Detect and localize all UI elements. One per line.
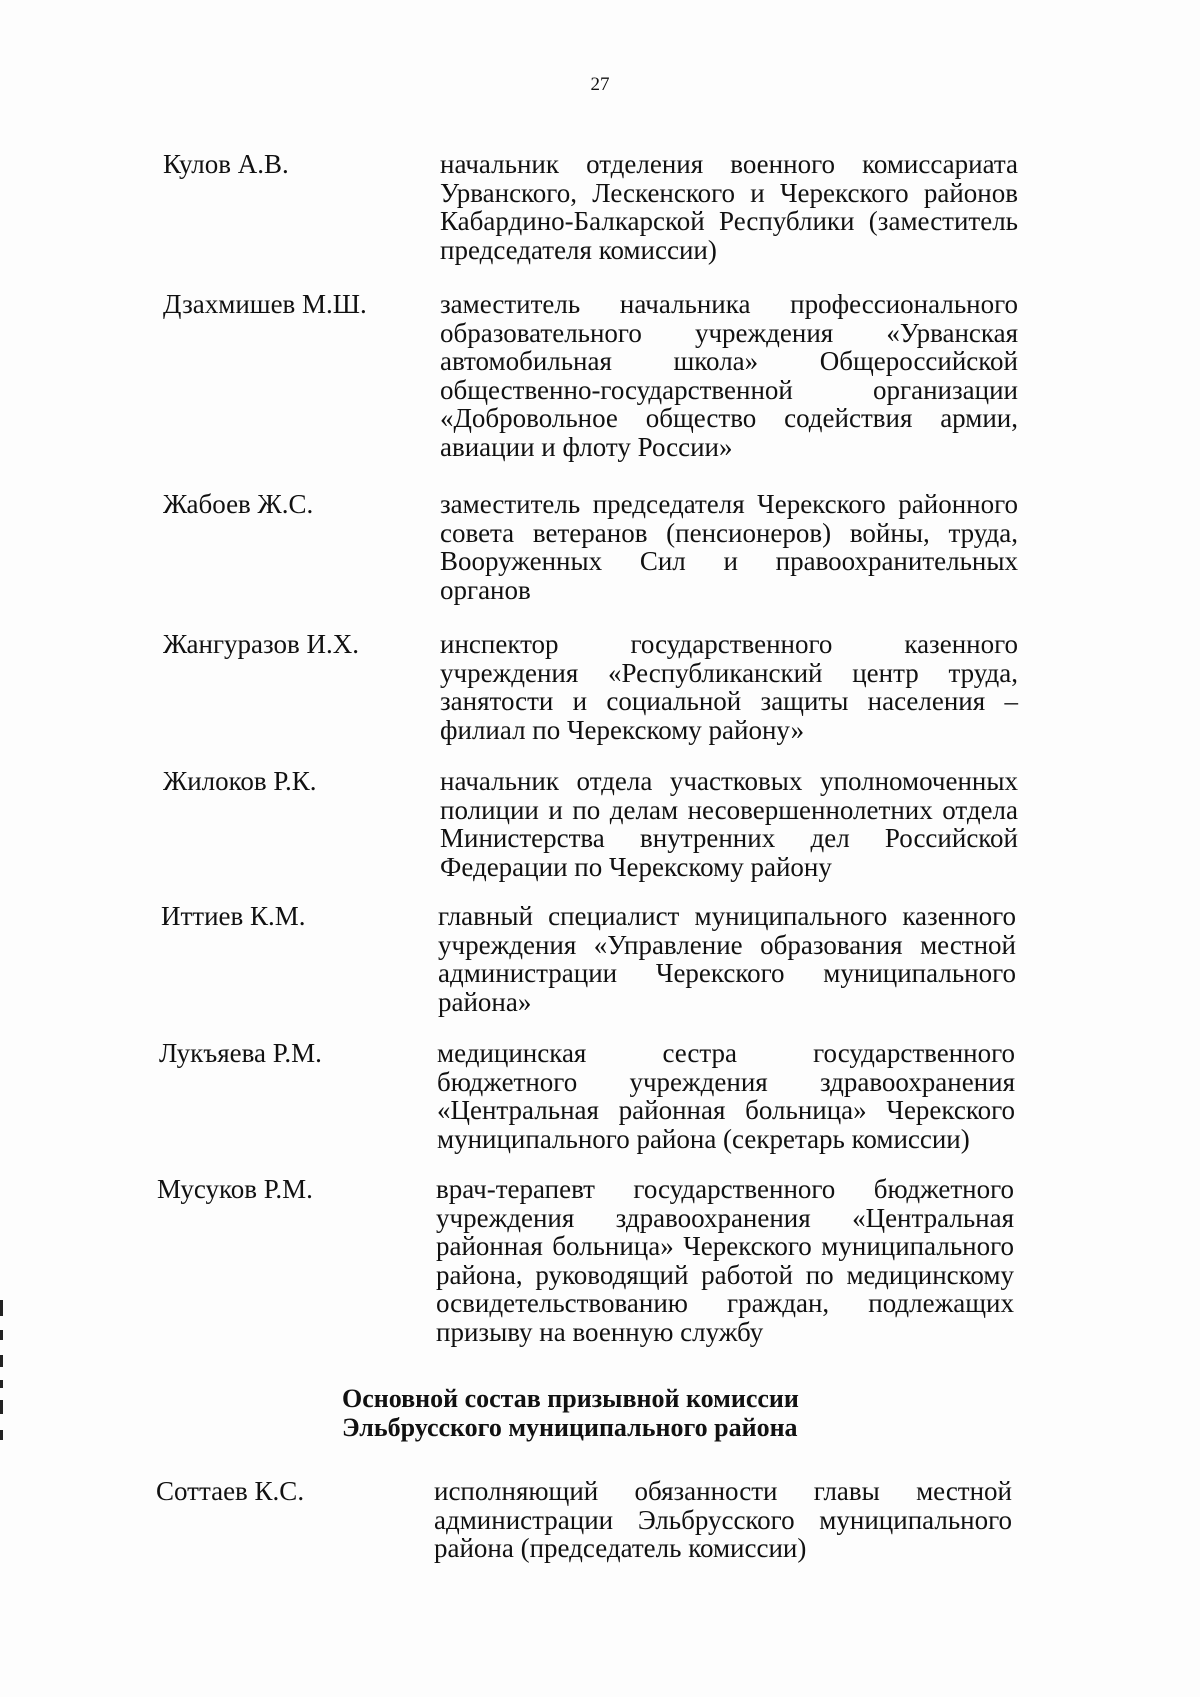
member-description: начальник отдела участковых уполномоченных полиции и по делам несовершеннолетних отдела Министерства внутренних дел Российской Федерации по Черекскому району xyxy=(440,766,1018,882)
member-name: Кулов А.В. xyxy=(163,149,289,179)
member-name: Иттиев К.М. xyxy=(161,901,306,931)
scan-artifact xyxy=(0,1330,3,1340)
page-number: 27 xyxy=(590,74,610,95)
member-description: заместитель председателя Черекского районного совета ветеранов (пенсионеров) войны, труда, Вооруженных Сил и правоохранительных органов xyxy=(440,489,1018,605)
member-name: Мусуков Р.М. xyxy=(157,1174,313,1204)
scan-artifact xyxy=(0,1300,3,1316)
section-heading-line: Основной состав призывной комиссии xyxy=(342,1384,799,1413)
member-name: Лукъяева Р.М. xyxy=(159,1038,322,1068)
member-name: Дзахмишев М.Ш. xyxy=(163,289,367,319)
scan-artifact xyxy=(0,1380,3,1388)
member-name: Соттаев К.С. xyxy=(156,1476,305,1506)
member-description: заместитель начальника профессионального образовательного учреждения «Урванская автомобильная школа» Общероссийской общественно-государственной организации «Добровольное общество содействия армии, авиации и флоту России» xyxy=(440,289,1018,462)
member-description: инспектор государственного казенного учреждения «Республиканский центр труда, занятости и социальной защиты населения – филиал по Черекскому району» xyxy=(440,629,1018,745)
member-description: врач-терапевт государственного бюджетного учреждения здравоохранения «Центральная районная больница» Черекского муниципального района, руководящий работой по медицинскому освидетельствованию граждан, подлежащих призыву на военную службу xyxy=(436,1174,1014,1347)
scan-artifact xyxy=(0,1400,3,1414)
section-heading-line: Эльбрусского муниципального района xyxy=(342,1413,798,1442)
scan-artifact xyxy=(0,1355,3,1367)
member-name: Жабоев Ж.С. xyxy=(163,489,314,519)
section-heading xyxy=(342,1384,902,1442)
member-description: медицинская сестра государственного бюджетного учреждения здравоохранения «Центральная районная больница» Черекского муниципального района (секретарь комиссии) xyxy=(437,1038,1015,1154)
member-name: Жилоков Р.К. xyxy=(163,766,317,796)
member-name: Жангуразов И.Х. xyxy=(163,629,360,659)
member-description: начальник отделения военного комиссариата Урванского, Лескенского и Черекского районов Кабардино-Балкарской Республики (заместитель председателя комиссии) xyxy=(440,149,1018,265)
member-description: главный специалист муниципального казенного учреждения «Управление образования местной администрации Черекского муниципального района» xyxy=(438,901,1016,1017)
member-description: исполняющий обязанности главы местной администрации Эльбрусского муниципального района (председатель комиссии) xyxy=(434,1476,1012,1564)
scan-artifact xyxy=(0,1430,3,1440)
